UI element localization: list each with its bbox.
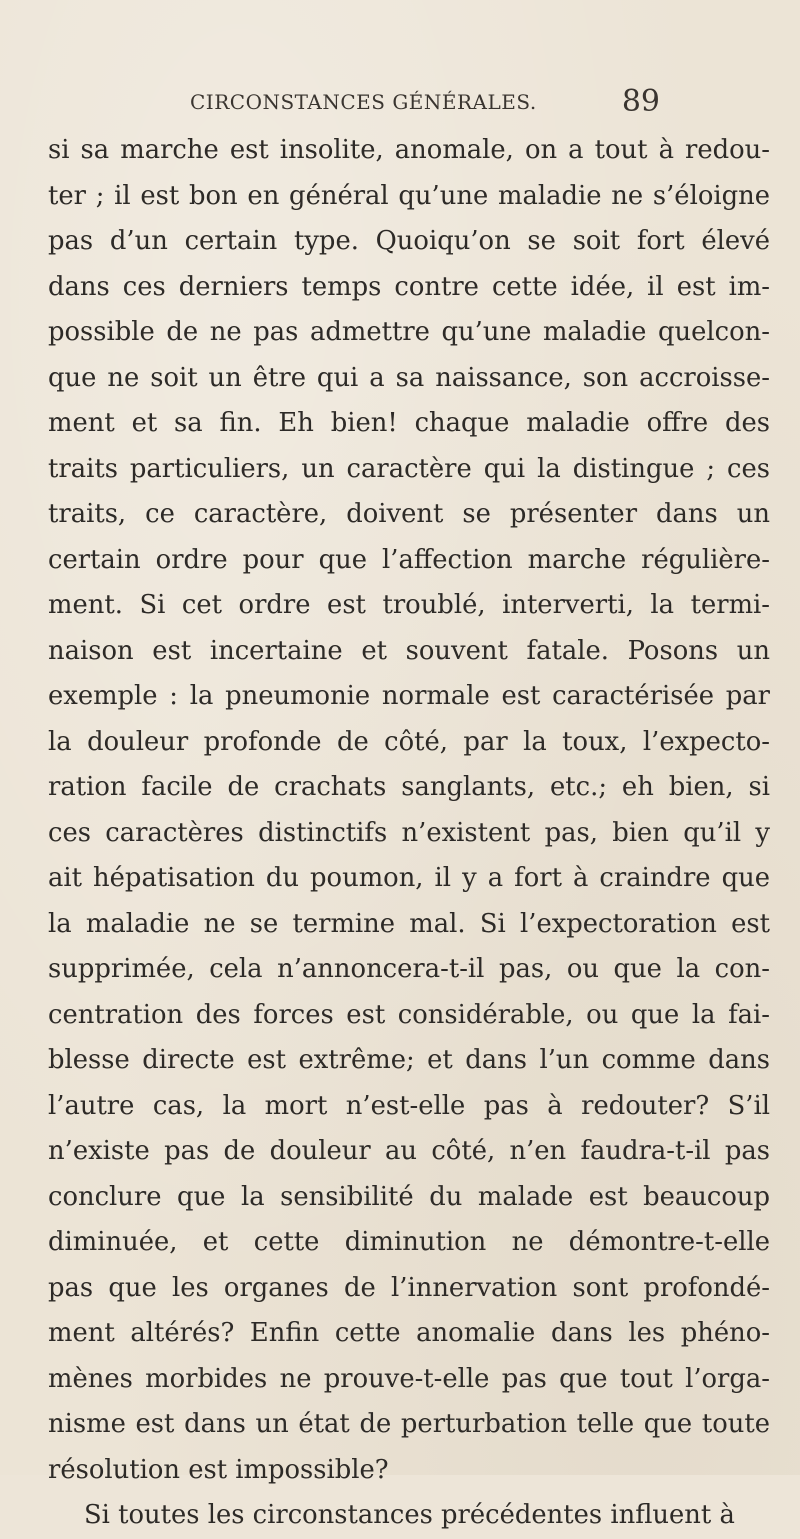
- text-line: pas que les organes de l’innervation sont profondé-: [48, 1272, 770, 1303]
- text-line: ment. Si cet ordre est troublé, interverti, la termi-: [48, 590, 770, 620]
- text-line: conclure que la sensibilité du malade est beaucoup: [48, 1181, 770, 1212]
- text-line: si sa marche est insolite, anomale, on a tout à redou-: [48, 135, 770, 165]
- text-line: ait hépatisation du poumon, il y a fort à craindre que: [48, 863, 770, 893]
- text-line: mènes morbides ne prouve-t-elle pas que tout l’orga-: [48, 1363, 770, 1394]
- text-line: ment et sa fin. Eh bien! chaque maladie offre des: [48, 408, 770, 438]
- text-line: possible de ne pas admettre qu’une maladie quelcon-: [48, 317, 770, 347]
- text-line: Si toutes les circonstances précédentes influent à: [84, 1500, 735, 1530]
- text-line: ment altérés? Enfin cette anomalie dans les phéno-: [48, 1318, 770, 1348]
- text-line: supprimée, cela n’annoncera-t-il pas, ou que la con-: [48, 954, 770, 984]
- text-line: ration facile de crachats sanglants, etc.; eh bien, si: [48, 772, 770, 802]
- text-line: diminuée, et cette diminution ne démontre-t-elle: [48, 1227, 770, 1257]
- page-number: 89: [621, 84, 660, 119]
- text-line: l’autre cas, la mort n’est-elle pas à redouter? S’il: [48, 1090, 770, 1121]
- text-line: que ne soit un être qui a sa naissance, son accroisse-: [48, 362, 770, 393]
- text-line: traits, ce caractère, doivent se présenter dans un: [48, 499, 770, 529]
- text-line: exemple : la pneumonie normale est caractérisée par: [48, 681, 770, 711]
- text-line: n’existe pas de douleur au côté, n’en faudra-t-il pas: [48, 1136, 770, 1166]
- text-line: traits particuliers, un caractère qui la distingue ; ces: [48, 453, 770, 484]
- running-head: CIRCONSTANCES GÉNÉRALES.: [190, 90, 537, 114]
- text-line: dans ces derniers temps contre cette idée, il est im-: [48, 271, 770, 302]
- text-line: ces caractères distinctifs n’existent pas, bien qu’il y: [48, 817, 770, 848]
- body-text: [48, 128, 770, 1539]
- text-line: la douleur profonde de côté, par la toux, l’expecto-: [48, 726, 770, 757]
- text-line: centration des forces est considérable, ou que la fai-: [48, 999, 770, 1030]
- text-line: ter ; il est bon en général qu’une maladie ne s’éloigne: [48, 180, 770, 211]
- text-line: certain ordre pour que l’affection marche régulière-: [48, 544, 770, 575]
- text-line: blesse directe est extrême; et dans l’un comme dans: [48, 1045, 770, 1075]
- page-header: [190, 86, 660, 122]
- text-line: naison est incertaine et souvent fatale. Posons un: [48, 635, 770, 666]
- text-line: résolution est impossible?: [48, 1454, 389, 1485]
- text-line: pas d’un certain type. Quoiqu’on se soit fort élevé: [48, 226, 770, 256]
- text-line: la maladie ne se termine mal. Si l’expectoration est: [48, 908, 770, 939]
- text-line: nisme est dans un état de perturbation telle que toute: [48, 1409, 770, 1439]
